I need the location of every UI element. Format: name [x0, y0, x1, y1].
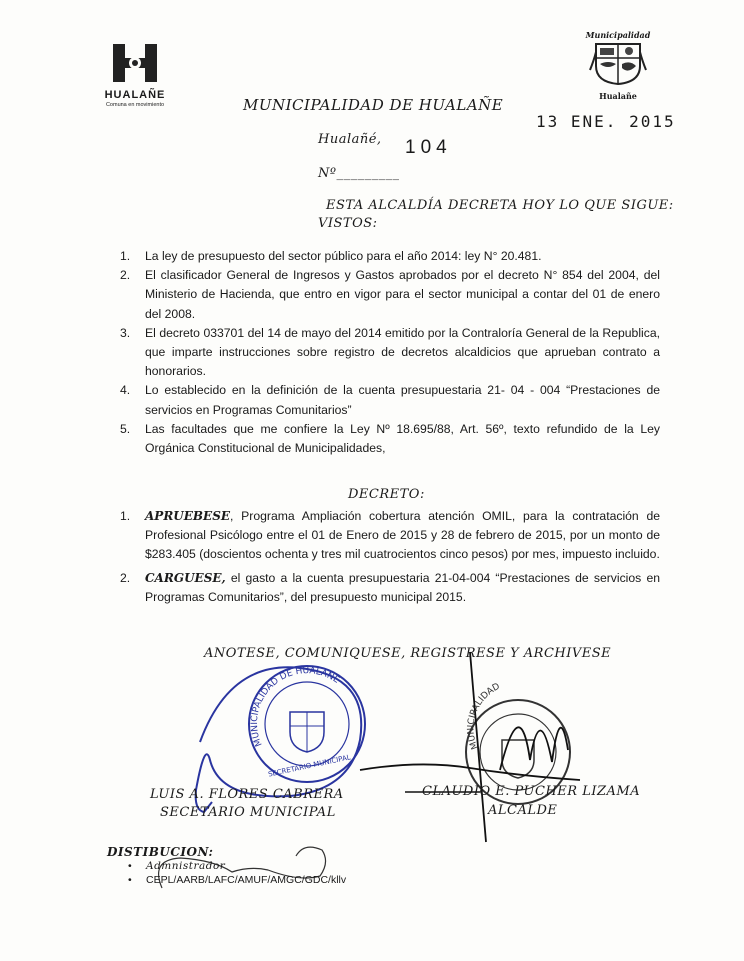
- decreto-text: el gasto a la cuenta presupuestaria 21-04-004 “Prestaciones de servicios en Programas Comunitarios”, del presupuesto municipal 2015.: [145, 570, 660, 604]
- distribution-list: [128, 859, 346, 887]
- vistos-label: VISTOS:: [318, 216, 378, 231]
- svg-text:MUNICIPALIDAD: [466, 682, 501, 751]
- item-text: Lo establecido en la definición de la cuenta presupuestaria 21- 04 - 004 “Prestaciones de servicios en Programas Comunitarios”: [145, 383, 660, 417]
- vistos-item: [120, 381, 660, 419]
- item-text: Las facultades que me confiere la Ley Nº 18.695/88, Art. 56º, texto refundido de la Ley Orgánica Constitucional de Municipalidades,: [145, 421, 660, 456]
- decreto-label: DECRETO:: [348, 487, 425, 502]
- logo-brand: HUALAÑE: [104, 89, 166, 101]
- left-stamp-bottom: SECRETARIO MUNICIPAL: [267, 753, 352, 779]
- item-text: La ley de presupuesto del sector público para el año 2014: ley N° 20.481.: [145, 249, 542, 263]
- mayor-name: CLAUDIO E. PUCHER LIZAMA: [422, 784, 641, 799]
- distribution-item: [128, 859, 346, 873]
- vistos-item: [120, 420, 660, 458]
- municipal-logo: [100, 44, 170, 108]
- secretary-title: SECETARIO MUNICIPAL: [160, 805, 336, 820]
- date-stamp: 13 ENE. 2015: [536, 112, 676, 131]
- left-stamp-text: MUNICIPALIDAD DE HUALAÑE: [249, 666, 341, 748]
- item-number: 3.: [120, 325, 131, 340]
- item-number: 1.: [120, 249, 131, 263]
- vistos-item: [120, 266, 660, 324]
- item-number: 2.: [120, 570, 131, 585]
- secretary-stamp-icon: [249, 666, 365, 782]
- decreto-keyword: CARGUESE,: [145, 570, 226, 585]
- hualane-h-logo-icon: [107, 44, 163, 82]
- coat-of-arms-icon: [588, 40, 648, 86]
- seal-top-text: Municipalidad: [585, 30, 651, 40]
- vistos-item: [120, 324, 660, 382]
- item-number: 4.: [120, 383, 131, 398]
- decreto-keyword: APRUEBESE: [145, 509, 231, 523]
- mayor-title: ALCALDE: [488, 803, 558, 818]
- distribution-heading: DISTIBUCION:: [107, 845, 214, 859]
- secretary-name: LUIS A. FLORES CABRERA: [150, 787, 344, 802]
- item-number: 5.: [120, 421, 131, 436]
- item-number: 2.: [120, 268, 131, 283]
- item-text: [145, 569, 660, 607]
- item-text: El decreto 033701 del 14 de mayo del 2014 emitido por la Contraloría General de la Republica, que imparte instrucciones sobre registro de decretos alcaldicios que aprueban contrato a honorarios.: [145, 325, 660, 379]
- distribution-item: [128, 873, 346, 887]
- bullet-icon: •: [128, 860, 132, 872]
- item-text: El clasificador General de Ingresos y Gastos aprobados por el decreto N° 854 del 2004, del Ministerio de Hacienda, que entro en vigor para el sector municipal a contar del 01 de enero del 2008.: [145, 268, 660, 321]
- right-stamp-text: MUNICIPALIDAD: [466, 681, 502, 751]
- decreto-item: [120, 569, 660, 607]
- vistos-item: [120, 247, 660, 266]
- distribution-text: Admnistrador: [146, 860, 226, 872]
- number-label: Nº_________: [318, 166, 400, 181]
- place-name: Hualañé,: [318, 132, 382, 147]
- org-title: MUNICIPALIDAD DE HUALAÑE: [243, 96, 504, 114]
- item-text: [145, 507, 660, 565]
- decreto-list: [120, 507, 660, 607]
- logo-tagline: Comuna en movimiento: [105, 102, 165, 108]
- decreto-text: , Programa Ampliación cobertura atención OMIL, para la contratación de Profesional Psicólogo entre el 01 de Enero de 2015 y 28 de febrero de 2015, por un monto de $283.405 (doscientos ochenta y tres mil cuatrocientos cinco pesos) por mes, impuesto incluido.: [145, 509, 660, 562]
- seal-bottom-text: Hualañe: [599, 91, 637, 101]
- decreto-item: [120, 507, 660, 565]
- distribution-text: CEPL/AARB/LAFC/AMUF/AMGC/GDC/kllv: [146, 874, 347, 886]
- decree-number: 104: [405, 137, 452, 158]
- vistos-list: [120, 247, 660, 458]
- decree-heading: ESTA ALCALDÍA DECRETA HOY LO QUE SIGUE:: [326, 198, 674, 213]
- bullet-icon: •: [128, 874, 132, 886]
- closing-formula: ANOTESE, COMUNIQUESE, REGISTRESE Y ARCHIVESE: [204, 646, 612, 661]
- svg-text:MUNICIPALIDAD DE HUALAÑE: [250, 666, 341, 748]
- municipal-seal: [578, 30, 658, 101]
- item-number: 1.: [120, 509, 131, 523]
